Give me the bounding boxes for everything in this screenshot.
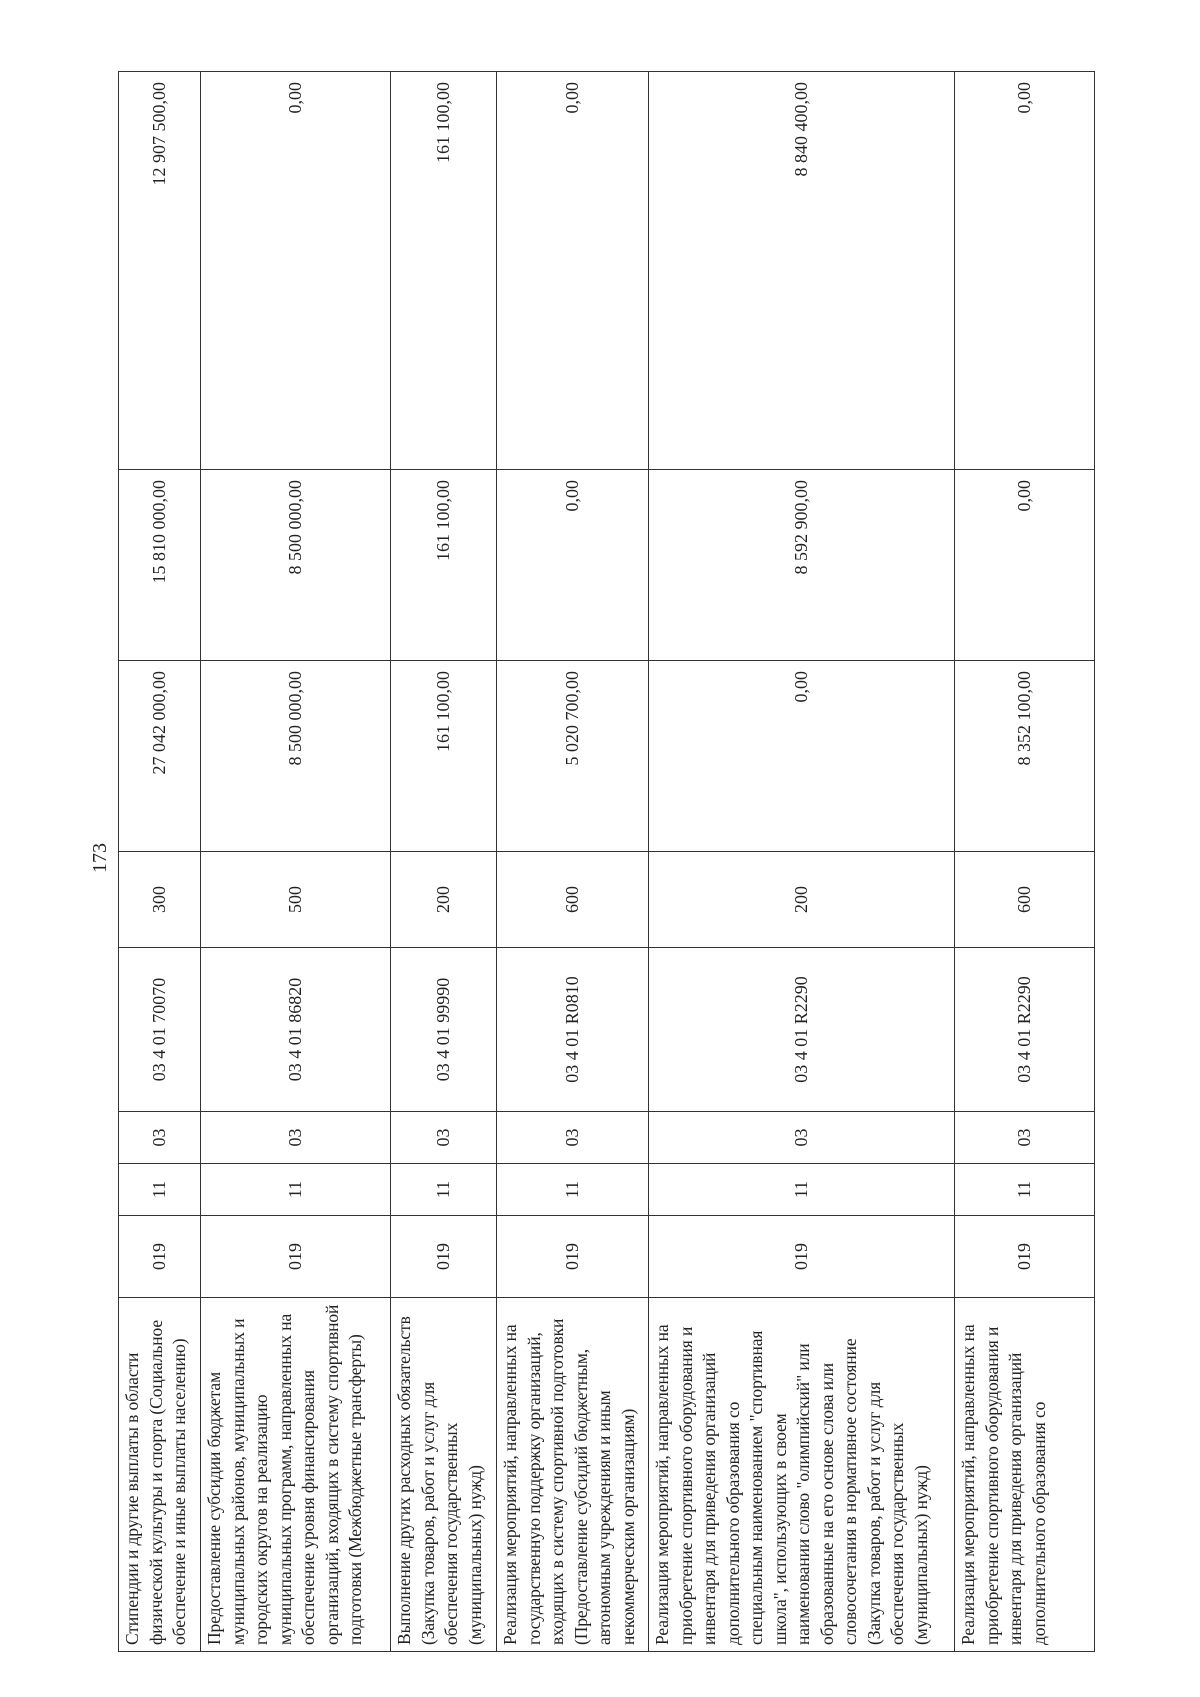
- vr-cell: 600: [497, 852, 649, 948]
- sum-year3-cell: 0,00: [201, 72, 391, 470]
- table-row: [649, 72, 955, 1652]
- vr-cell: 200: [391, 852, 497, 948]
- table-row: [497, 72, 649, 1652]
- pr-cell: 03: [201, 1112, 391, 1164]
- table-row: [119, 72, 201, 1652]
- csr-cell: 03 4 01 86820: [201, 948, 391, 1112]
- sum-year3-cell: 12 907 500,00: [119, 72, 201, 470]
- page-number: 173: [89, 843, 111, 873]
- rz-cell: 11: [391, 1164, 497, 1216]
- budget-table: [118, 71, 1095, 1652]
- vr-cell: 200: [649, 852, 955, 948]
- sum-year2-cell: 8 592 900,00: [649, 470, 955, 661]
- grbs-cell: 019: [497, 1216, 649, 1298]
- grbs-cell: 019: [201, 1216, 391, 1298]
- row-name: Реализация мероприятий, направленных на государственную поддержку организаций, входящих в систему спортивной подготовки (Предоставление субсидий бюджетным, автономным учреждениям и иным некоммерческим организациям): [497, 1298, 649, 1652]
- grbs-cell: 019: [955, 1216, 1095, 1298]
- sum-year2-cell: 15 810 000,00: [119, 470, 201, 661]
- table-row: [391, 72, 497, 1652]
- row-name: Стипендии и другие выплаты в области физической культуры и спорта (Социальное обеспечение и иные выплаты населению): [119, 1298, 201, 1652]
- csr-cell: 03 4 01 99990: [391, 948, 497, 1112]
- csr-cell: 03 4 01 70070: [119, 948, 201, 1112]
- csr-cell: 03 4 01 R0810: [497, 948, 649, 1112]
- sum-year1-cell: 8 500 000,00: [201, 661, 391, 852]
- pr-cell: 03: [955, 1112, 1095, 1164]
- sum-year3-cell: 161 100,00: [391, 72, 497, 470]
- sum-year3-cell: 0,00: [955, 72, 1095, 470]
- pr-cell: 03: [119, 1112, 201, 1164]
- pr-cell: 03: [391, 1112, 497, 1164]
- sum-year1-cell: 161 100,00: [391, 661, 497, 852]
- sum-year3-cell: 0,00: [497, 72, 649, 470]
- vr-cell: 500: [201, 852, 391, 948]
- rz-cell: 11: [119, 1164, 201, 1216]
- rz-cell: 11: [201, 1164, 391, 1216]
- row-name: Реализация мероприятий, направленных на приобретение спортивного оборудования и инвентаря для приведения организаций дополнительного образования со специальным наименованием "спортивная школа", использующих в своем наименовании слово "олимпийский" или образованные на его основе слова или словосочетания в нормативное состояние (Закупка товаров, работ и услуг для обеспечения государственных (муниципальных) нужд): [649, 1298, 955, 1652]
- pr-cell: 03: [497, 1112, 649, 1164]
- pr-cell: 03: [649, 1112, 955, 1164]
- vr-cell: 600: [955, 852, 1095, 948]
- grbs-cell: 019: [119, 1216, 201, 1298]
- table-row: [955, 72, 1095, 1652]
- sum-year2-cell: 0,00: [955, 470, 1095, 661]
- rz-cell: 11: [497, 1164, 649, 1216]
- rz-cell: 11: [955, 1164, 1095, 1216]
- sum-year3-cell: 8 840 400,00: [649, 72, 955, 470]
- grbs-cell: 019: [649, 1216, 955, 1298]
- sum-year2-cell: 0,00: [497, 470, 649, 661]
- csr-cell: 03 4 01 R2290: [955, 948, 1095, 1112]
- row-name: Выполнение других расходных обязательств (Закупка товаров, работ и услуг для обеспечения государственных (муниципальных) нужд): [391, 1298, 497, 1652]
- sum-year1-cell: 5 020 700,00: [497, 661, 649, 852]
- grbs-cell: 019: [391, 1216, 497, 1298]
- sum-year2-cell: 161 100,00: [391, 470, 497, 661]
- row-name: Реализация мероприятий, направленных на приобретение спортивного оборудования и инвентаря для приведения организаций дополнительного образования со: [955, 1298, 1095, 1652]
- table-row: [201, 72, 391, 1652]
- vr-cell: 300: [119, 852, 201, 948]
- sum-year1-cell: 8 352 100,00: [955, 661, 1095, 852]
- sum-year1-cell: 27 042 000,00: [119, 661, 201, 852]
- sum-year2-cell: 8 500 000,00: [201, 470, 391, 661]
- rz-cell: 11: [649, 1164, 955, 1216]
- row-name: Предоставление субсидии бюджетам муниципальных районов, муниципальных и городских округов на реализацию муниципальных программ, направленных на обеспечение уровня финансирования организаций, входящих в систему спортивной подготовки (Межбюджетные трансферты): [201, 1298, 391, 1652]
- sum-year1-cell: 0,00: [649, 661, 955, 852]
- csr-cell: 03 4 01 R2290: [649, 948, 955, 1112]
